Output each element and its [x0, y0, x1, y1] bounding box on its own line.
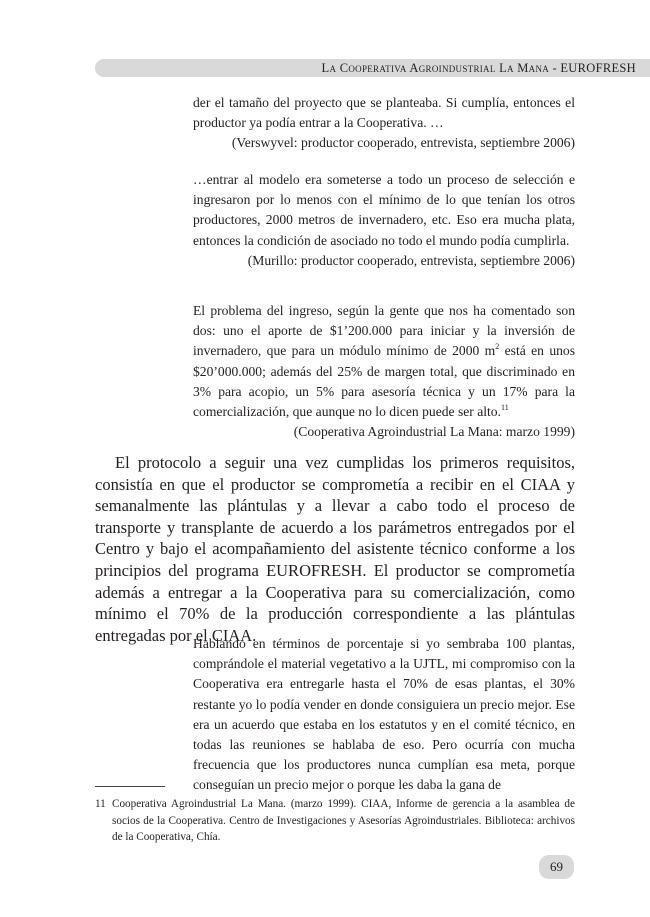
footnote-text: Cooperativa Agroindustrial La Mana. (marzo 1999). CIAA, Informe de gerencia a la asamblea de socios de la Cooperativa. Centro de Investigaciones y Asesorías Agroindustriales. Biblioteca: archivos de la Cooperativa, Chía. [112, 798, 575, 844]
block-quote-1 [193, 93, 575, 154]
quote-text: Hablando en términos de porcentaje si yo sembraba 100 plantas, comprándole el material vegetativo a la UJTL, mi compromiso con la Cooperativa era entregarle hasta el 70% de esas plantas, el 30% restante yo lo podía vender en donde consiguiera un precio mejor. Ese era un acuerdo que estaba en los estatutos y en el comité técnico, en todas las reuniones se hablaba de eso. Pero ocurría con mucha frecuencia que los productores nunca cumplían esa meta, porque conseguían un precio mejor o porque les daba la gana de [193, 636, 575, 793]
block-quote-3 [193, 301, 575, 442]
quote-source: (Verswyvel: productor cooperado, entrevista, septiembre 2006) [231, 135, 575, 151]
quote-text: El problema del ingreso, según la gente que nos ha comentado son dos: uno el aporte de $1’200.000 para iniciar y la inversión de invernadero, que para un módulo mínimo de 2000 $m^2$ está en unos $20’000.000; además del 25% de margen total, que discriminado en 3% para acopio, un 5% para asesoría técnica y un 17% para la comercialización, que aunque no lo dicen puede ser alto.$^{11}$ [193, 303, 575, 420]
quote-text: der el tamaño del proyecto que se planteaba. Si cumplía, entonces el productor ya podía entrar a la Cooperativa. … [193, 95, 575, 131]
footnote [95, 796, 575, 846]
running-title: La Cooperativa Agroindustrial La Mana - EUROFRESH [321, 61, 636, 75]
footnote-divider [95, 786, 165, 787]
running-header [95, 59, 650, 77]
quote-source: (Murillo: productor cooperado, entrevista, septiembre 2006) [247, 252, 575, 268]
quote-text: …entrar al modelo era someterse a todo un proceso de selección e ingresaron por lo menos con el mínimo de lo que tenían los otros productores, 2000 metros de invernadero, etc. Eso era mucha plata, entonces la condición de asociado no todo el mundo podía cumplirla. [193, 172, 575, 248]
footnote-number: 11 [95, 798, 106, 810]
page-number-label: 69 [550, 859, 563, 874]
superscript-2: 2 [495, 342, 500, 352]
block-quote-2 [193, 170, 575, 271]
page-number [539, 855, 574, 879]
body-text: El protocolo a seguir una vez cumplidas los primeros requisitos, consistía en que el productor se comprometía a recibir en el CIAA y semanalmente las plántulas y a llevar a cabo todo el proceso de transporte y transplante de acuerdo a los parámetros entregados por el Centro y bajo el acompañamiento del asistente técnico conforme a los principios del programa EUROFRESH. El productor se comprometía además a entregar a la Cooperativa para su comercialización, como mínimo el 70% de la producción correspondiente a las plántulas entregadas por el CIAA. [95, 453, 575, 645]
block-quote-4 [193, 634, 575, 796]
footnote-reference: 11 [501, 403, 509, 413]
body-paragraph [95, 452, 575, 646]
quote-source: (Cooperativa Agroindustrial La Mana: marzo 1999) [293, 424, 575, 440]
